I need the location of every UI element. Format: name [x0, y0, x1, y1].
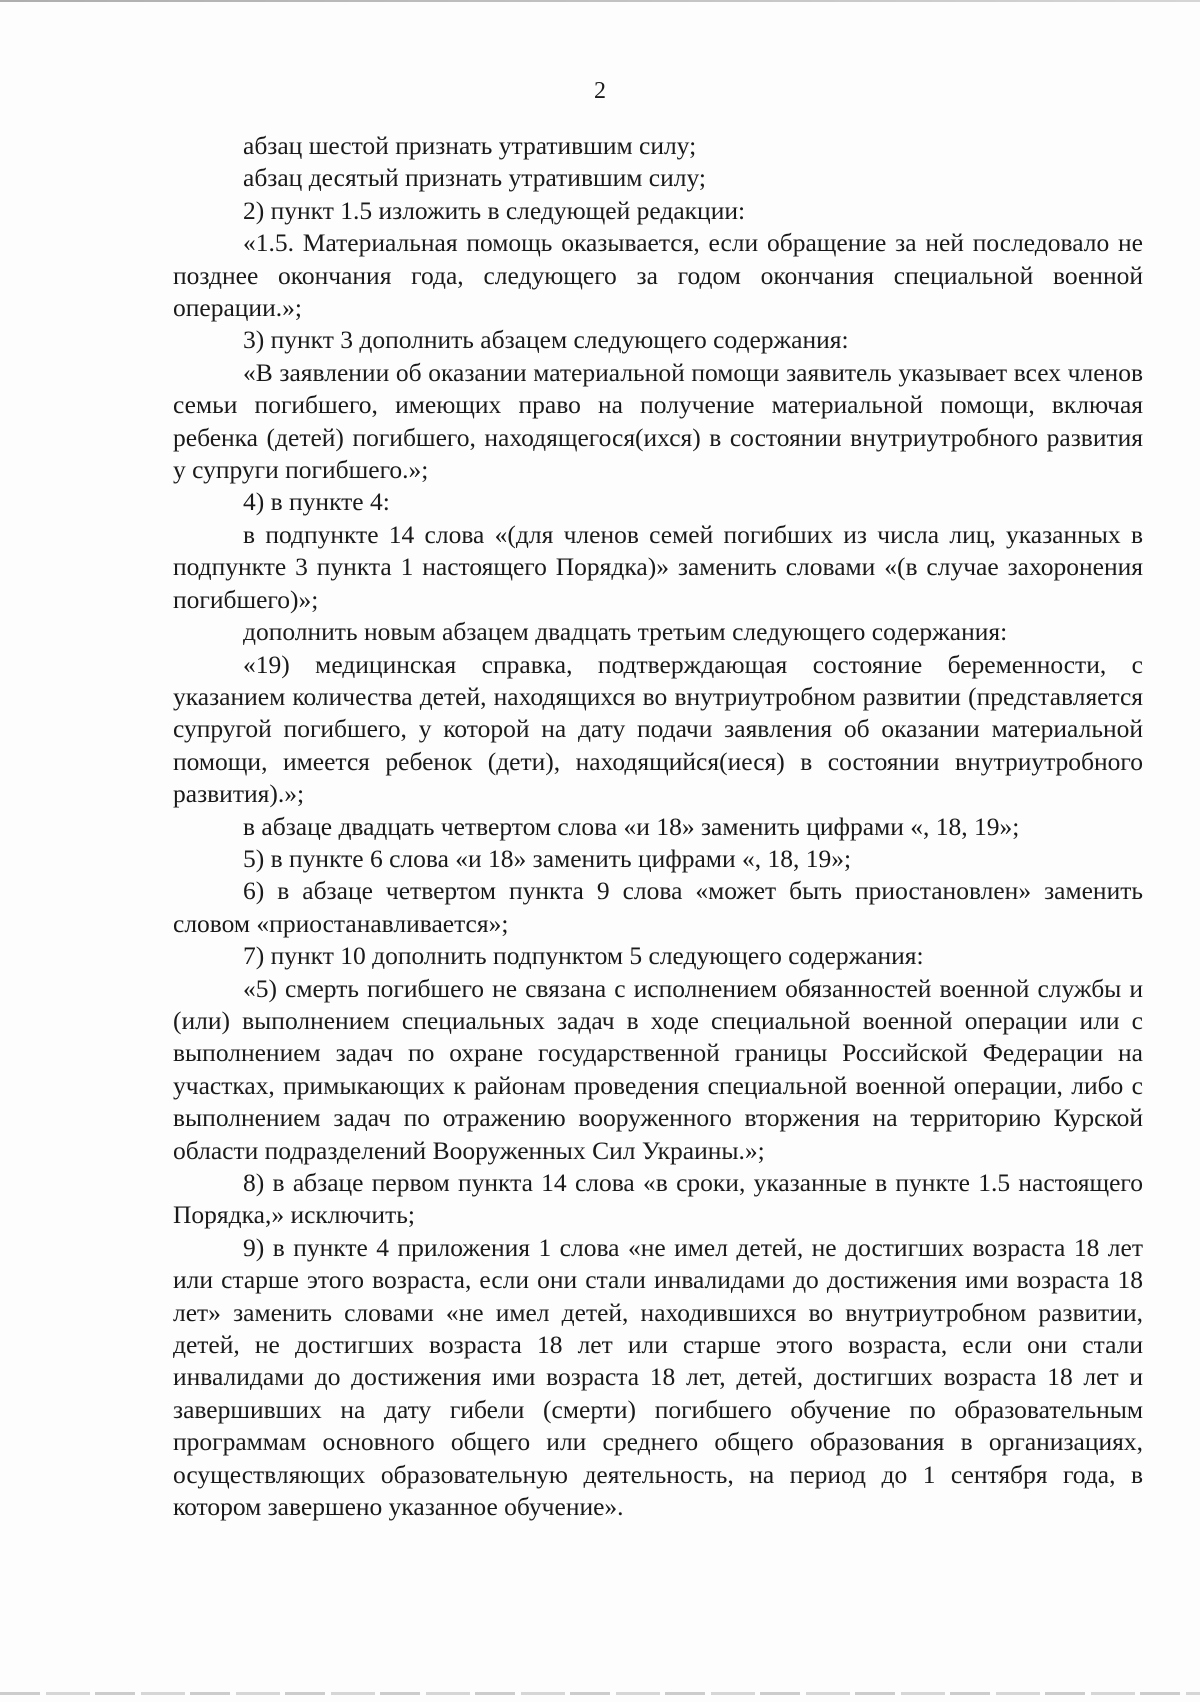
paragraph-04: «1.5. Материальная помощь оказывается, если обращение за ней последовало не позднее окончания года, следующего за годом окончания специальной военной операции.»;: [173, 228, 1143, 323]
scan-edge-bottom: [0, 1692, 1200, 1695]
paragraph-02: абзац десятый признать утратившим силу;: [243, 163, 706, 193]
paragraph-14: 7) пункт 10 дополнить подпунктом 5 следующего содержания:: [243, 941, 924, 971]
scan-edge-top: [0, 0, 1200, 2]
paragraph-16: 8) в абзаце первом пункта 14 слова «в сроки, указанные в пункте 1.5 настоящего Порядка,» исключить;: [173, 1168, 1143, 1230]
paragraph-11: в абзаце двадцать четвертом слова «и 18» заменить цифрами «, 18, 19»;: [243, 811, 1020, 841]
paragraph-01: абзац шестой признать утратившим силу;: [243, 131, 697, 160]
paragraph-06: «В заявлении об оказании материальной помощи заявитель указывает всех членов семьи погибшего, имеющих право на получение материальной помощи, включая ребенка (детей) погибшего, находящегося(ихся) в состоянии внутриутробного развития у супруги погибшего.»;: [173, 357, 1143, 485]
paragraph-12: 5) в пункте 6 слова «и 18» заменить цифрами «, 18, 19»;: [243, 843, 852, 873]
paragraph-10: «19) медицинская справка, подтверждающая состояние беременности, с указанием количества детей, находящихся во внутриутробном развитии (представляется супругой погибшего, у которой на дату подачи заявления об оказании материальной помощи, имеется ребенок (дети), находящийся(иеся) в состоянии внутриутробного развития).»;: [173, 649, 1143, 809]
paragraph-07: 4) в пункте 4:: [243, 487, 390, 517]
paragraph-17: 9) в пункте 4 приложения 1 слова «не имел детей, не достигших возраста 18 лет или старше этого возраста, если они стали инвалидами до достижения ими возраста 18 лет» заменить словами «не имел детей, находившихся во внутриутробном развитии, детей, не достигших возраста 18 лет или старше этого возраста, если они стали инвалидами до достижения ими возраста 18 лет, детей, достигших возраста 18 лет и завершивших на дату гибели (смерти) погибшего обучение по образовательным программам основного общего или среднего общего образования в организациях, осуществляющих образовательную деятельность, на период до 1 сентября года, в котором завершено указанное обучение».: [173, 1232, 1143, 1522]
paragraph-15: «5) смерть погибшего не связана с исполнением обязанностей военной службы и (или) выполнением специальных задач в ходе специальной военной операции или с выполнением задач по охране государственной границы Российской Федерации на участках, примыкающих к районам проведения специальной военной операции, либо с выполнением задач по отражению вооруженного вторжения на территорию Курской области подразделений Вооруженных Сил Украины.»;: [173, 973, 1143, 1165]
paragraph-05: 3) пункт 3 дополнить абзацем следующего содержания:: [243, 325, 849, 355]
page-number: 2: [594, 78, 606, 104]
document-body: [173, 130, 1143, 1523]
paragraph-08: в подпункте 14 слова «(для членов семей погибших из числа лиц, указанных в подпункте 3 пункта 1 настоящего Порядка)» заменить словами «(в случае захоронения погибшего)»;: [173, 519, 1143, 614]
paragraph-03: 2) пункт 1.5 изложить в следующей редакции:: [243, 195, 746, 225]
paragraph-09: дополнить новым абзацем двадцать третьим следующего содержания:: [243, 617, 1008, 647]
paragraph-13: 6) в абзаце четвертом пункта 9 слова «может быть приостановлен» заменить словом «приостанавливается»;: [173, 876, 1143, 938]
